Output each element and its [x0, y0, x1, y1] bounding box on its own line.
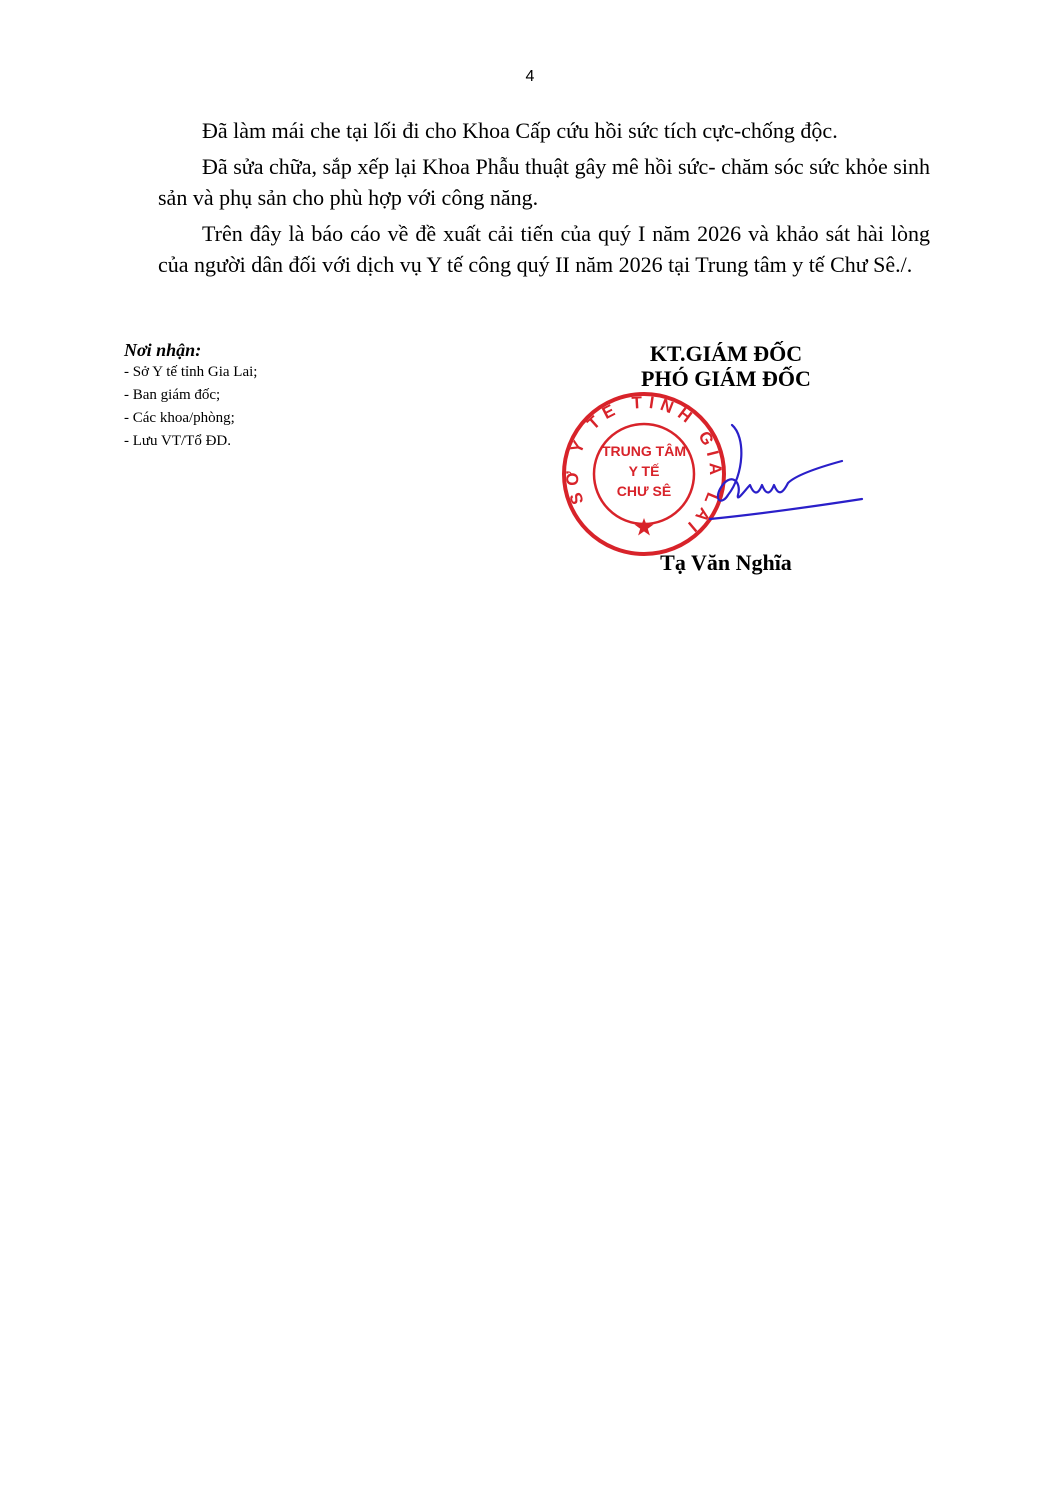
recipient-item: - Sở Y tế tỉnh Gia Lai; — [124, 364, 258, 380]
signer-title — [566, 340, 886, 390]
body-text — [158, 115, 930, 285]
seal-ring-text: SỞ Y TẾ TỈNH GIA LAI — [562, 392, 726, 540]
seal-center-line3: CHƯ SÊ — [616, 483, 672, 499]
signer-name: Tạ Văn Nghĩa — [660, 550, 792, 575]
recipient-item: - Ban giám đốc; — [124, 387, 221, 403]
seal-star-icon — [635, 518, 654, 536]
seal-center-line1: TRUNG TÂM — [602, 443, 686, 459]
recipients-list — [124, 361, 424, 453]
recipient-item: - Các khoa/phòng; — [124, 410, 235, 426]
recipients-block — [124, 339, 424, 453]
recipient-item: - Lưu VT/Tổ ĐD. — [124, 433, 232, 449]
page-number: 4 — [525, 68, 535, 85]
signer-title-line1: KT.GIÁM ĐỐC — [649, 341, 803, 366]
seal-center-line2: Y TẾ — [628, 463, 660, 479]
handwritten-signature — [680, 415, 870, 535]
recipients-heading: Nơi nhận: — [124, 340, 202, 360]
paragraph: Đã sửa chữa, sắp xếp lại Khoa Phẫu thuật gây mê hồi sức- chăm sóc sức khỏe sinh sản và phụ sản cho phù hợp với công năng. — [158, 154, 930, 210]
paragraph: Đã làm mái che tại lối đi cho Khoa Cấp cứu hồi sức tích cực-chống độc. — [202, 118, 838, 143]
paragraph: Trên đây là báo cáo về đề xuất cải tiến của quý I năm 2026 và khảo sát hài lòng của người dân đối với dịch vụ Y tế công quý II năm 2026 tại Trung tâm y tế Chư Sê./. — [158, 221, 930, 277]
signer-title-line2: PHÓ GIÁM ĐỐC — [641, 366, 811, 391]
